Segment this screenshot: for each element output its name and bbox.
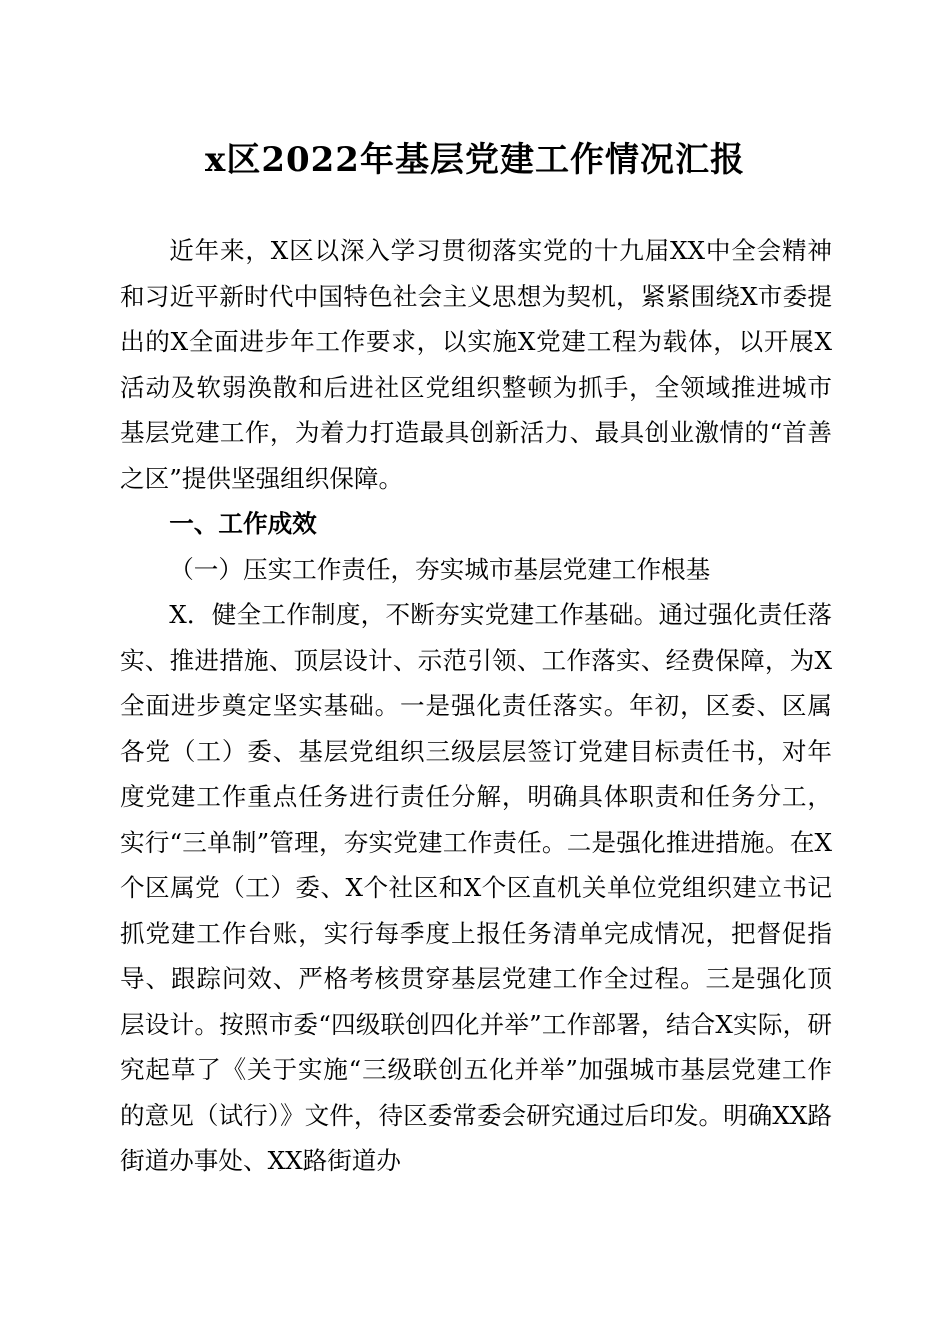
section-heading: 一、工作成效 — [169, 509, 317, 538]
document-title: x区2022年基层党建工作情况汇报 — [205, 140, 745, 180]
body-paragraph: X．健全工作制度，不断夯实党建工作基础。通过强化责任落实、推进措施、顶层设计、示范引领、工作落实、经费保障，为X全面进步奠定坚实基础。一是强化责任落实。年初，区委、区属各党（工）委、基层党组织三级层层签订党建目标责任书，对年度党建工作重点任务进行责任分解，明确具体职责和任务分工，实行“三单制”管理，夯实党建工作责任。二是强化推进措施。在X个区属党（工）委、X个社区和X个区直机关单位党组织建立书记抓党建工作台账，实行每季度上报任务清单完成情况，把督促指导、跟踪问效、严格考核贯穿基层党建工作全过程。三是强化顶层设计。按照市委“四级联创四化并举”工作部署，结合X实际，研究起草了《关于实施“三级联创五化并举”加强城市基层党建工作的意见（试行）》文件，待区委常委会研究通过后印发。明确XX路街道办事处、XX路街道办 — [120, 600, 832, 1175]
document-body — [120, 228, 832, 1184]
intro-paragraph: 近年来，X区以深入学习贯彻落实党的十九届XX中全会精神和习近平新时代中国特色社会主义思想为契机，紧紧围绕X市委提出的X全面进步年工作要求，以实施X党建工程为载体，以开展X活动及软弱涣散和后进社区党组织整顿为抓手，全领域推进城市基层党建工作，为着力打造最具创新活力、最具创业激情的“首善之区”提供坚强组织保障。 — [120, 236, 832, 493]
subsection-heading: （一）压实工作责任，夯实城市基层党建工作根基 — [169, 554, 711, 584]
